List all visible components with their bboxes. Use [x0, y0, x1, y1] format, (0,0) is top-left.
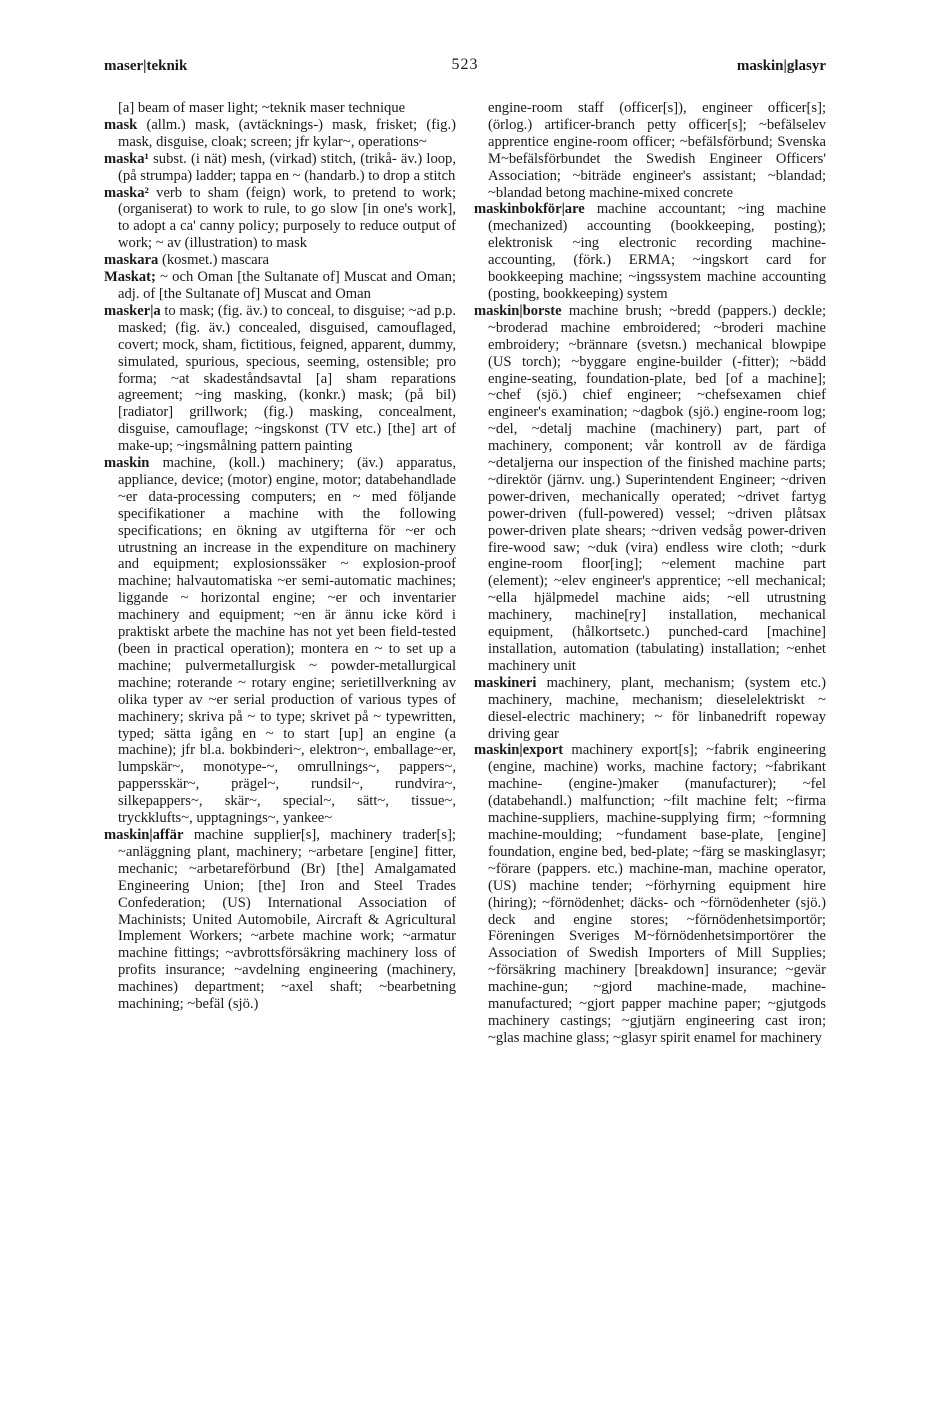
entry-maskat: Maskat; ~ och Oman [the Sultanate of] Muscat and Oman; adj. of [the Sultanate of] Muscat and Oman: [104, 269, 456, 302]
entry-maskera: masker|a to mask; (fig. äv.) to conceal, to disguise; ~ad p.p. masked; (fig. äv.) concealed, disguised, camouflaged, covert; mock, sham, fictitious, feigned, apparent, dummy, simulated, spurious, specious, seeming, ostensible; pro forma; ~at skadeståndsavtal [a] sham reparations agreement; ~ing masking, (konkr.) mask; (på bil) [radiator] grillwork; (fig.) masking, concealment, disguise, camouflage; ~ingskonst (TV etc.) [the] art of make-up; ~ingsmålning pattern painting: [104, 302, 456, 455]
headword: maskin: [104, 455, 150, 472]
headword: mask: [104, 116, 138, 133]
headword: Maskat;: [104, 269, 156, 286]
left-guide-word: maser|teknik: [104, 58, 188, 74]
entry-maskineri: maskineri machinery, plant, mechanism; (system etc.) machinery, machine, mechanism; dieselelektriskt ~ diesel-electric machinery; ~ för linbanedrift ropeway driving gear: [474, 674, 826, 742]
headword: maskin|export: [474, 742, 564, 759]
page-number: 523: [451, 56, 479, 73]
headword: maska¹: [104, 150, 149, 167]
headword: maskin|borste: [474, 302, 562, 319]
right-guide-word: maskin|glasyr: [736, 58, 826, 74]
entry-maskara: maskara (kosmet.) mascara: [104, 252, 269, 269]
headword: maskara: [104, 252, 159, 269]
entry-maskin: maskin machine, (koll.) machinery; (äv.) apparatus, appliance, device; (motor) engine, motor; databehandlade ~er data-processing computers; en ~ med följande specifikationer a machine with the following specifications; en ökning av utgifterna för ~er och utrustning an increase in the expenditure on machinery and equipment; explosionssäker ~ explosion-proof machine; halvautomatiska ~er semi-automatic machines; liggande ~ horizontal engine; ~er och inventarier machinery and equipment; ~en är ännu icke körd i praktiskt arbete the machine has not yet been field-tested (been in practical operation); montera en ~ to set up a machine; pulvermetallurgisk ~ powder-metallurgical machine; roterande ~ rotary engine; serietillverkning av olika typer av ~er serial production of various types of machinery; skriva på ~ to type; skrivet på ~ typewritten, typed; sätta igång en ~ to start [up] an engine (a machine); jfr bl.a. bokbinderi~, elektron~, emballage~er, lumpskär~, monotype-~, omrullnings~, pappers~, pappersskär~, prägel~, rundsil~, rundvira~, silkepappers~, skär~, special~, sätt~, tissue~, tryckklufts~, upptagnings~, yankee~: [104, 455, 456, 827]
left-column: [104, 100, 456, 1013]
entry-maska1: maska¹ subst. (i nät) mesh, (virkad) stitch, (trikå- äv.) loop, (på strumpa) ladder; tappa en ~ (handarb.) to drop a stitch: [104, 150, 456, 184]
headword: maskinbokför|are: [474, 201, 585, 218]
entry-maskinborste: maskin|borste machine brush; ~bredd (pappers.) deckle; ~broderad machine embroidered; ~broderi machine embroidery; ~brännare (svetsn.) mechanical blowpipe (US torch); ~byggare engine-builder (-fitter); ~bädd engine-seating, foundation-plate, bed [of a machine]; ~chef (sjö.) chief engineer; ~chefsexamen chief engineer's examination; ~dagbok (sjö.) engine-room log; ~del, ~detalj machine (machinery) part, part of machinery, component; vår kontroll av de färdiga ~detaljerna our inspection of the finished machine parts; ~direktör (järnv. ung.) Superintendent Engineer; ~driven power-driven, mechanically operated; ~drivet fartyg power-driven (full-powered) vessel; ~driven plåtsax power-driven plate shears; ~driven vedsåg power-driven fire-wood saw; ~duk (vira) endless wire cloth; ~durk engine-room floor[ing]; ~element machine part (element); ~elev engineer's apprentice; ~ell mechanical; ~ella hjälpmedel machine aids; ~ell utrustning machinery, machine[ry] installation, mechanical equipment, (hålkortsetc.) punched-card [machine] installation, automation (tabulating) installation; ~enhet machinery unit: [474, 302, 826, 674]
headword: masker|a: [104, 302, 161, 319]
continued-entry: [a] beam of maser light; ~teknik maser technique: [118, 100, 406, 116]
headword: maska²: [104, 184, 149, 201]
entry-maskinbokforare: maskinbokför|are machine accountant; ~ing machine (mechanized) accounting (bookkeeping, posting); elektronisk ~ing electronic recording machine-accounting, (förk.) ERMA; ~ingskort card for bookkeeping machine; ~ingssystem machine accounting (posting, bookkeeping) system: [474, 201, 826, 302]
entry-mask: mask (allm.) mask, (avtäcknings-) mask, frisket; (fig.) mask, disguise, cloak; screen; jfr kylar~, operations~: [104, 116, 456, 150]
continued-entry: engine-room staff (officer[s]), engineer officer[s]; (örlog.) artificer-branch petty officer[s]; ~befälselev apprentice engine-room officer; ~befälsförbund; Svenska M~befälsförbundet the Swedish Engineer Officers' Association; ~biträde engineer's assistant; ~blandad; ~blandad betong machine-mixed concrete: [488, 100, 826, 201]
entry-maska2: maska² verb to sham (feign) work, to pretend to work; (organiserat) to work to rule, to go slow [in one's work], to adopt a ca' canny policy; purposely to reduce output of work; ~ av (illustration) to mask: [104, 184, 456, 252]
headword: maskineri: [474, 674, 537, 691]
entry-maskinaffar: maskin|affär machine supplier[s], machinery trader[s]; ~anläggning plant, machinery; ~arbetare [engine] fitter, mechanic; ~arbetareförbund (Br) [the] Amalgamated Engineering Union; [the] Iron and Steel Trades Confederation; (US) International Association of Machinists; United Automobile, Aircraft & Agricultural Implement Workers; ~arbete machine work; ~armatur machine fittings; ~avbrottsförsäkring machinery loss of profits insurance; ~avdelning engineering (machinery, machines) department; ~axel shaft; ~bearbetning machining; ~befäl (sjö.): [104, 826, 456, 1013]
page-header: [104, 58, 826, 82]
entry-maskinexport: maskin|export machinery export[s]; ~fabrik engineering (engine, machine) works, machine factory; ~fabrikant machine- (engine-)maker (manufacturer); ~fel (databehandl.) malfunction; ~filt machine felt; ~firma machine-suppliers, machine-supplying firm; ~formning machine-moulding; ~fundament base-plate, [engine] foundation, engine bed, bed-plate; ~färg se maskinglasyr; ~förare (pappers. etc.) machine-man, machine operator, (US) machine tender; ~förhyrning equipment hire (hiring); ~förnödenhet; däcks- och ~förnödenheter (sjö.) deck and engine stores; ~förnödenhetsimportör; Föreningen Sveriges M~förnödenhetsimportörer the Association of Swedish Importers of Mill Supplies; ~försäkring machinery [breakdown] insurance; ~gevär machine-gun; ~gjord machine-made, machine-manufactured; ~gjort papper machine paper; ~gjutgods machinery castings; ~gjutjärn engineering cast iron; ~glas machine glass; ~glasyr spirit enamel for machinery: [474, 742, 826, 1046]
right-column: [474, 100, 826, 1047]
headword: maskin|affär: [104, 826, 184, 843]
